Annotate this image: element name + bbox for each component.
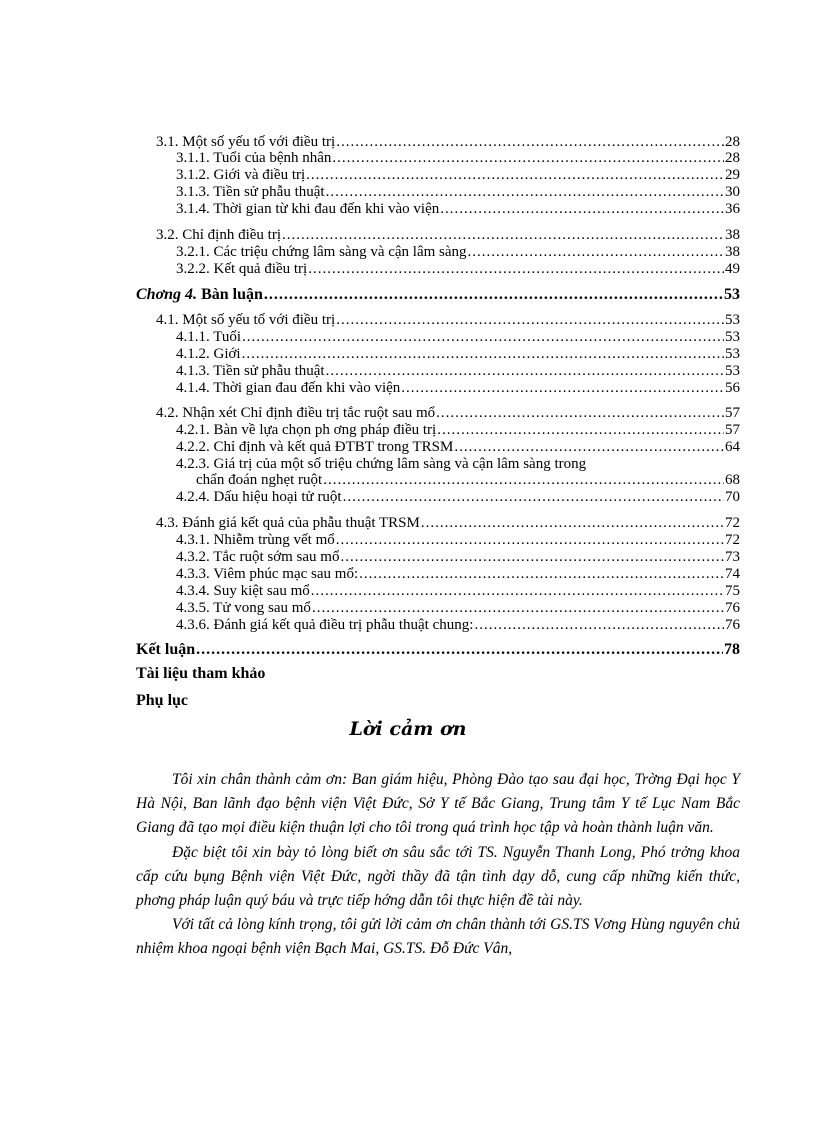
toc-entry[interactable]: 4.3.5. Tử vong sau mổ ..... 76 — [176, 600, 740, 617]
toc-entry[interactable]: 3.1. Một số yếu tố với điều trị ..... 28 — [156, 134, 740, 151]
toc-entry[interactable]: 3.2.1. Các triệu chứng lâm sàng và cận lâm sàng ..... 38 — [176, 244, 740, 261]
toc-entry[interactable]: 4.2. Nhận xét Chỉ định điều trị tắc ruột sau mổ ..... 57 — [156, 405, 740, 422]
paragraph: Đặc biệt tôi xin bày tỏ lòng biết ơn sâu sắc tới TS. Nguyễn Thanh Long, Phó trởng khoa cấp cứu bụng Bệnh viện Việt Đức, ngời thầy đã tận tình dạy dỗ, cung cấp những kiến thức, phơng pháp luận quý báu và trực tiếp hớng dẫn tôi thực hiện đề tài này. — [136, 843, 740, 910]
toc-references[interactable]: Tài liệu tham khảo — [136, 665, 266, 682]
toc-entry[interactable]: 3.1.3. Tiền sử phẫu thuật ..... 30 — [176, 184, 740, 201]
toc-entry[interactable]: 3.2. Chỉ định điều trị ..... 38 — [156, 227, 740, 244]
toc-entry[interactable]: 4.1. Một số yếu tố với điều trị ..... 53 — [156, 312, 740, 329]
toc-entry[interactable]: 4.3.2. Tắc ruột sớm sau mổ ..... 73 — [176, 549, 740, 566]
acknowledgement-title: Lời cảm ơn — [349, 718, 467, 740]
toc-chapter[interactable]: Kết luận ..... 78 — [136, 641, 740, 659]
toc-entry[interactable]: 3.1.1. Tuổi của bệnh nhân ..... 28 — [176, 150, 740, 167]
toc-entry[interactable]: 4.1.3. Tiền sử phẫu thuật ..... 53 — [176, 363, 740, 380]
toc-entry[interactable]: chẩn đoán nghẹt ruột ..... 68 — [196, 472, 740, 489]
paragraph: Với tất cả lòng kính trọng, tôi gửi lời cảm ơn chân thành tới GS.TS Vơng Hùng nguyên chủ nhiệm khoa ngoại bệnh viện Bạch Mai, GS.TS. Đỗ Đức Vân, — [136, 916, 740, 958]
toc-chapter[interactable]: Chơng 4. Bàn luận ..... 53 — [136, 286, 740, 304]
toc-entry[interactable]: 4.2.3. Giá trị của một số triệu chứng lâm sàng và cận lâm sàng trong — [176, 456, 587, 472]
toc-entry[interactable]: 4.3.6. Đánh giá kết quả điều trị phẫu thuật chung: ..... 76 — [176, 617, 740, 634]
toc-entry[interactable]: 4.3.3. Viêm phúc mạc sau mổ: ..... 74 — [176, 566, 740, 583]
toc-entry[interactable]: 4.1.1. Tuổi ..... 53 — [176, 329, 740, 346]
paragraph: Tôi xin chân thành cảm ơn: Ban giám hiệu, Phòng Đào tạo sau đại học, Trờng Đại học Y Hà Nội, Ban lãnh đạo bệnh viện Việt Đức, Sở Y tế Bắc Giang, Trung tâm Y tế Lục Nam Bắc Giang đã tạo mọi điều kiện thuận lợi cho tôi trong quá trình học tập và hoàn thành luận văn. — [136, 771, 740, 837]
toc-entry[interactable]: 3.2.2. Kết quả điều trị ..... 49 — [176, 261, 740, 278]
toc-entry[interactable]: 3.1.4. Thời gian từ khi đau đến khi vào viện ..... 36 — [176, 201, 740, 218]
toc-entry[interactable]: 4.3.4. Suy kiệt sau mổ ..... 75 — [176, 583, 740, 600]
acknowledgement-body — [136, 768, 740, 962]
toc-entry[interactable]: 4.2.1. Bàn về lựa chọn ph ơng pháp điều trị ..... 57 — [176, 422, 740, 439]
toc-entry[interactable]: 4.1.4. Thời gian đau đến khi vào viện ..... 56 — [176, 380, 740, 397]
toc-entry[interactable]: 4.1.2. Giới ..... 53 — [176, 346, 740, 363]
toc-entry[interactable]: 3.1.2. Giới và điều trị ..... 29 — [176, 167, 740, 184]
toc-entry[interactable]: 4.3. Đánh giá kết quả của phẫu thuật TRSM ..... 72 — [156, 515, 740, 532]
toc-entry[interactable]: 4.3.1. Nhiễm trùng vết mổ ..... 72 — [176, 532, 740, 549]
toc-appendix[interactable]: Phụ lục — [136, 692, 189, 709]
toc-entry[interactable]: 4.2.2. Chỉ định và kết quả ĐTBT trong TRSM ..... 64 — [176, 439, 740, 456]
toc-entry[interactable]: 4.2.4. Dấu hiệu hoại tử ruột ..... 70 — [176, 489, 740, 506]
